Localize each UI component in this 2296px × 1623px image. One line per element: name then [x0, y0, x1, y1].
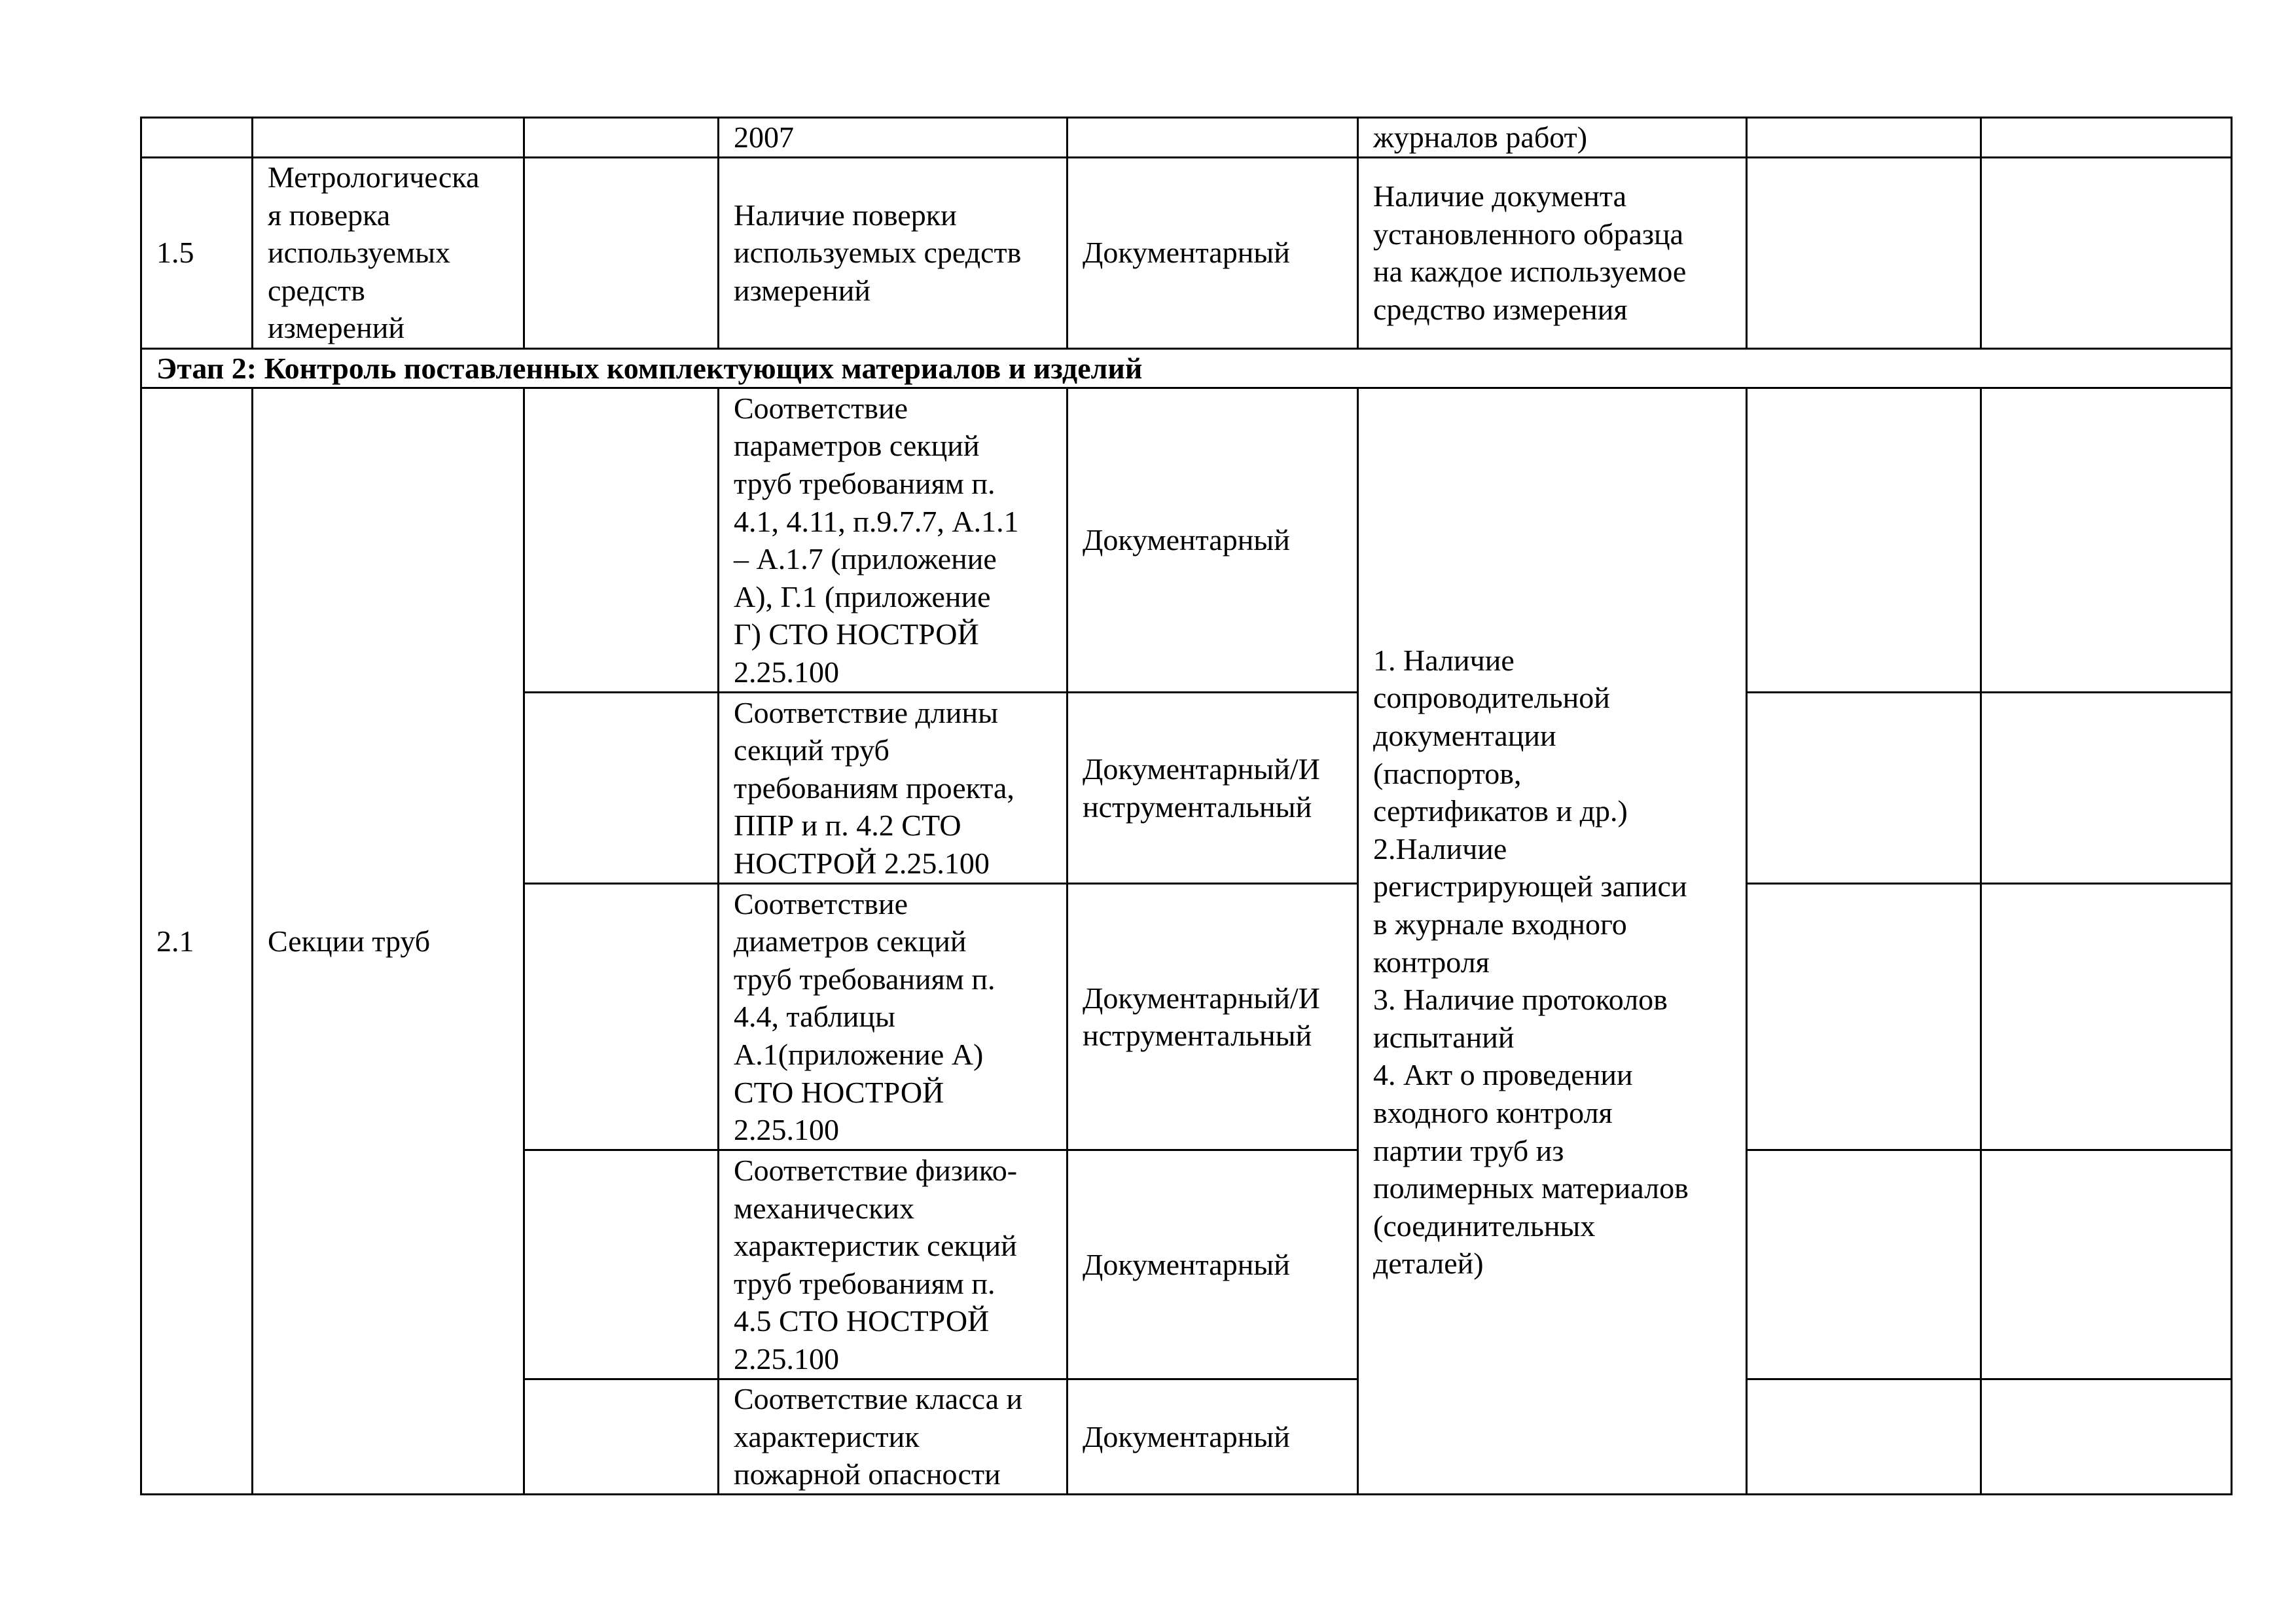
stage-title: Этап 2: Контроль поставленных комплектующих материалов и изделий — [141, 348, 2232, 388]
cell-document: Наличие документа установленного образца на каждое используемое средство измерения — [1358, 157, 1747, 348]
cell-number: 2.1 — [141, 388, 253, 1495]
table-row-2-1-a — [141, 388, 2232, 693]
cell-empty — [1747, 388, 1981, 693]
cell-requirement: Соответствие параметров секций труб требованиям п. 4.1, 4.11, п.9.7.7, А.1.1 – А.1.7 (приложение А), Г.1 (приложение Г) СТО НОСТРОЙ 2.25.100 — [719, 388, 1067, 693]
cell-empty — [1981, 118, 2232, 158]
cell-subject: Секции труб — [253, 388, 524, 1495]
cell-method: Документарный — [1067, 1150, 1358, 1379]
cell-number: 1.5 — [141, 157, 253, 348]
cell-empty — [524, 118, 719, 158]
cell-empty — [524, 1379, 719, 1495]
cell-method: Документарный/И нструментальный — [1067, 693, 1358, 884]
cell-empty — [1981, 693, 2232, 884]
cell-requirement: Соответствие физико- механических характеристик секций труб требованиям п. 4.5 СТО НОСТРОЙ 2.25.100 — [719, 1150, 1067, 1379]
cell-empty — [141, 118, 253, 158]
table-row-1-5 — [141, 157, 2232, 348]
cell-empty — [1981, 1379, 2232, 1495]
cell-method: Документарный — [1067, 1379, 1358, 1495]
cell-empty — [1747, 1379, 1981, 1495]
cell-empty — [1067, 118, 1358, 158]
table-row-continued — [141, 118, 2232, 158]
cell-empty — [1747, 157, 1981, 348]
cell-empty — [1981, 884, 2232, 1150]
cell-requirement: 2007 — [719, 118, 1067, 158]
cell-empty — [1981, 157, 2232, 348]
cell-empty — [524, 388, 719, 693]
cell-method: Документарный/И нструментальный — [1067, 884, 1358, 1150]
cell-empty — [1981, 1150, 2232, 1379]
stage-row — [141, 348, 2232, 388]
cell-method: Документарный — [1067, 388, 1358, 693]
cell-empty — [1981, 388, 2232, 693]
cell-empty — [524, 884, 719, 1150]
cell-requirement: Соответствие класса и характеристик пожарной опасности — [719, 1379, 1067, 1495]
cell-empty — [1747, 884, 1981, 1150]
cell-document — [1358, 388, 1747, 1495]
cell-empty — [1747, 1150, 1981, 1379]
cell-document: журналов работ) — [1358, 118, 1747, 158]
cell-empty — [1747, 693, 1981, 884]
cell-empty — [524, 157, 719, 348]
cell-requirement: Наличие поверки используемых средств измерений — [719, 157, 1067, 348]
document-list: 1. Наличие сопроводительной документации (паспортов, сертификатов и др.) 2.Наличие регистрирующей записи в журнале входного контроля 3. Наличие протоколов испытаний 4. Акт о проведении входного контроля партии труб из полимерных материалов (соединительных деталей) — [1373, 643, 1689, 1281]
cell-subject: Метрологическа я поверка используемых средств измерений — [253, 157, 524, 348]
inspection-table — [140, 117, 2233, 1495]
cell-empty — [1747, 118, 1981, 158]
cell-requirement: Соответствие диаметров секций труб требованиям п. 4.4, таблицы А.1(приложение А) СТО НОСТРОЙ 2.25.100 — [719, 884, 1067, 1150]
cell-empty — [524, 1150, 719, 1379]
cell-empty — [524, 693, 719, 884]
cell-requirement: Соответствие длины секций труб требованиям проекта, ППР и п. 4.2 СТО НОСТРОЙ 2.25.100 — [719, 693, 1067, 884]
cell-empty — [253, 118, 524, 158]
cell-method: Документарный — [1067, 157, 1358, 348]
